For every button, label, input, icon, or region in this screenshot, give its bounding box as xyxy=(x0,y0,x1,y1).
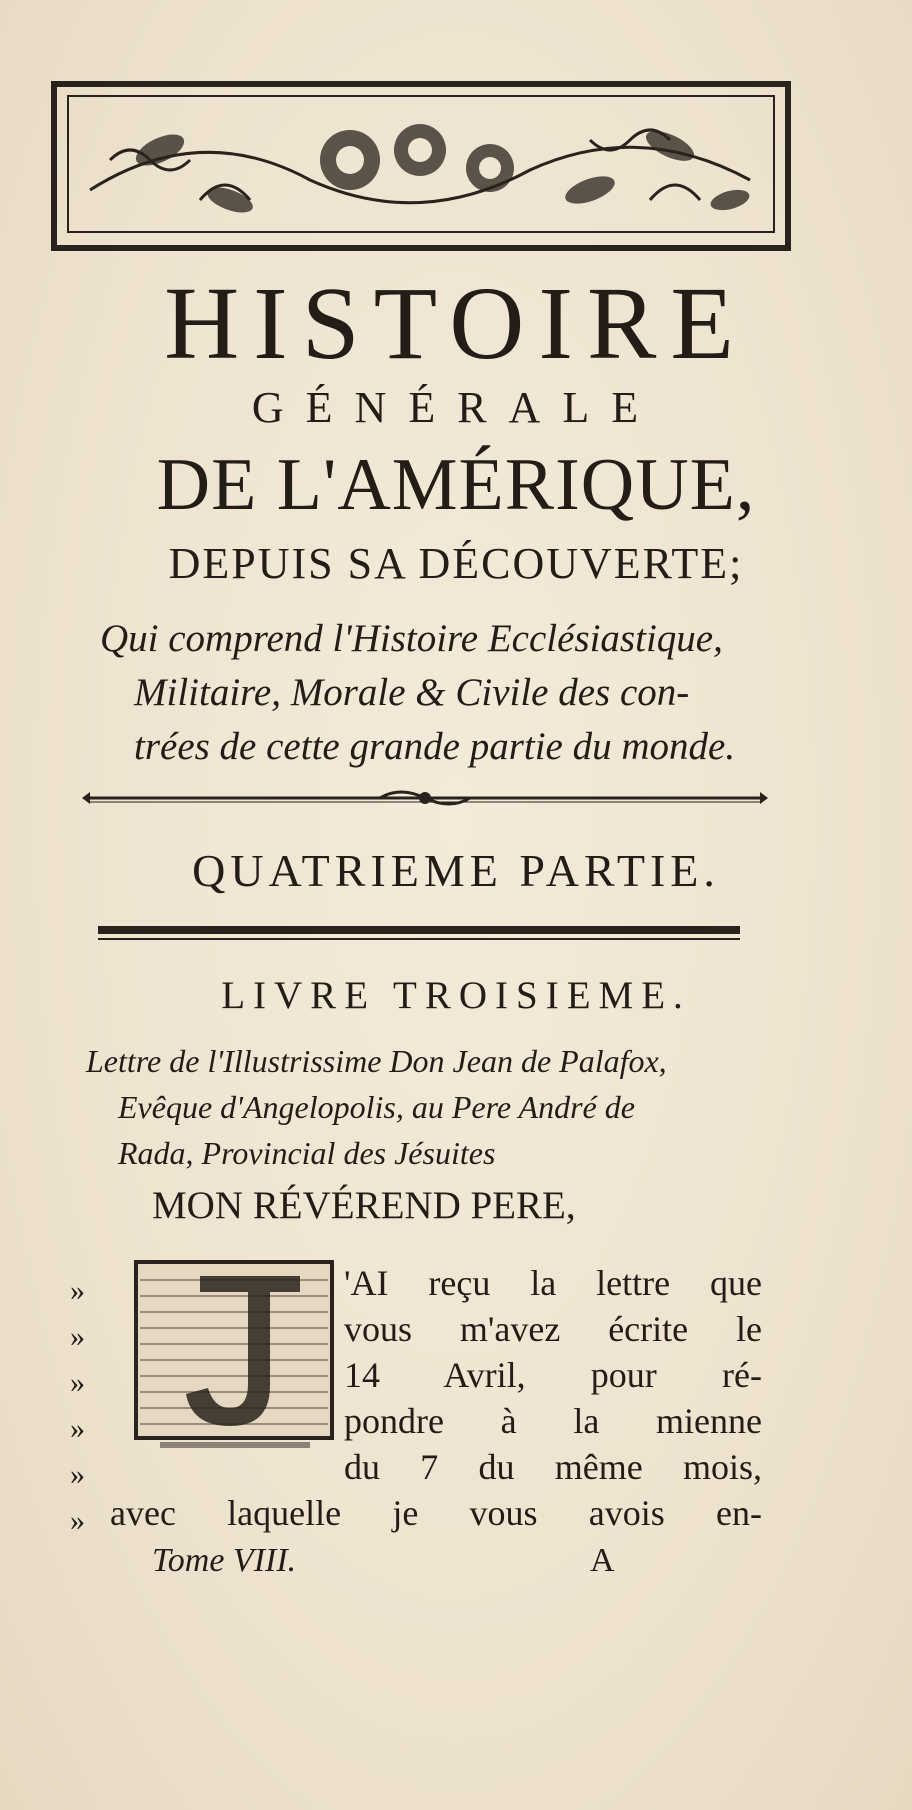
body-line: 14 Avril, pour ré- xyxy=(344,1355,762,1395)
description-line: Militaire, Morale & Civile des con- xyxy=(134,671,690,714)
quote-mark: » xyxy=(70,1504,85,1537)
body-line: 'AI reçu la lettre que xyxy=(344,1263,762,1303)
book-heading: LIVRE TROISIEME. xyxy=(221,974,691,1017)
quote-marks-column xyxy=(70,1268,110,1544)
drop-cap-initial-j xyxy=(130,1256,338,1456)
letter-heading xyxy=(86,1038,776,1176)
volume-label: Tome VIII. xyxy=(152,1542,297,1579)
page-footer xyxy=(152,1544,652,1578)
thick-rule xyxy=(98,924,740,944)
body-line: pondre à la mienne xyxy=(344,1401,762,1441)
greeting: MON RÉVÉREND PERE, xyxy=(152,1184,576,1227)
ornamental-rule xyxy=(80,788,770,808)
signature-mark: A xyxy=(590,1542,615,1579)
title-line-4: DEPUIS SA DÉCOUVERTE; xyxy=(168,539,744,588)
letter-heading-line: Evêque d'Angelopolis, au Pere André de xyxy=(118,1089,635,1125)
description-block xyxy=(100,612,780,774)
quote-mark: » xyxy=(70,1366,85,1399)
floral-headpiece-ornament xyxy=(50,80,792,252)
description-line: Qui comprend l'Histoire Ecclésiastique, xyxy=(100,617,723,660)
description-line: trées de cette grande partie du monde. xyxy=(134,725,736,768)
quote-mark: » xyxy=(70,1458,85,1491)
part-heading: QUATRIEME PARTIE. xyxy=(192,845,720,896)
title-line-2: GÉNÉRALE xyxy=(251,383,661,432)
body-line-full: avec laquelle je vous avois en- xyxy=(110,1493,762,1533)
quote-mark: » xyxy=(70,1412,85,1445)
quote-mark: » xyxy=(70,1320,85,1353)
body-line: du 7 du même mois, xyxy=(344,1447,762,1487)
letter-heading-line: Lettre de l'Illustrissime Don Jean de Palafox, xyxy=(86,1043,667,1079)
title-line-1: HISTOIRE xyxy=(164,266,748,381)
body-text-beside-initial xyxy=(344,1260,762,1490)
title-line-3: DE L'AMÉRIQUE, xyxy=(156,444,756,526)
body-line: vous m'avez écrite le xyxy=(344,1309,762,1349)
letter-heading-line: Rada, Provincial des Jésuites xyxy=(118,1135,496,1171)
quote-mark: » xyxy=(70,1274,85,1307)
